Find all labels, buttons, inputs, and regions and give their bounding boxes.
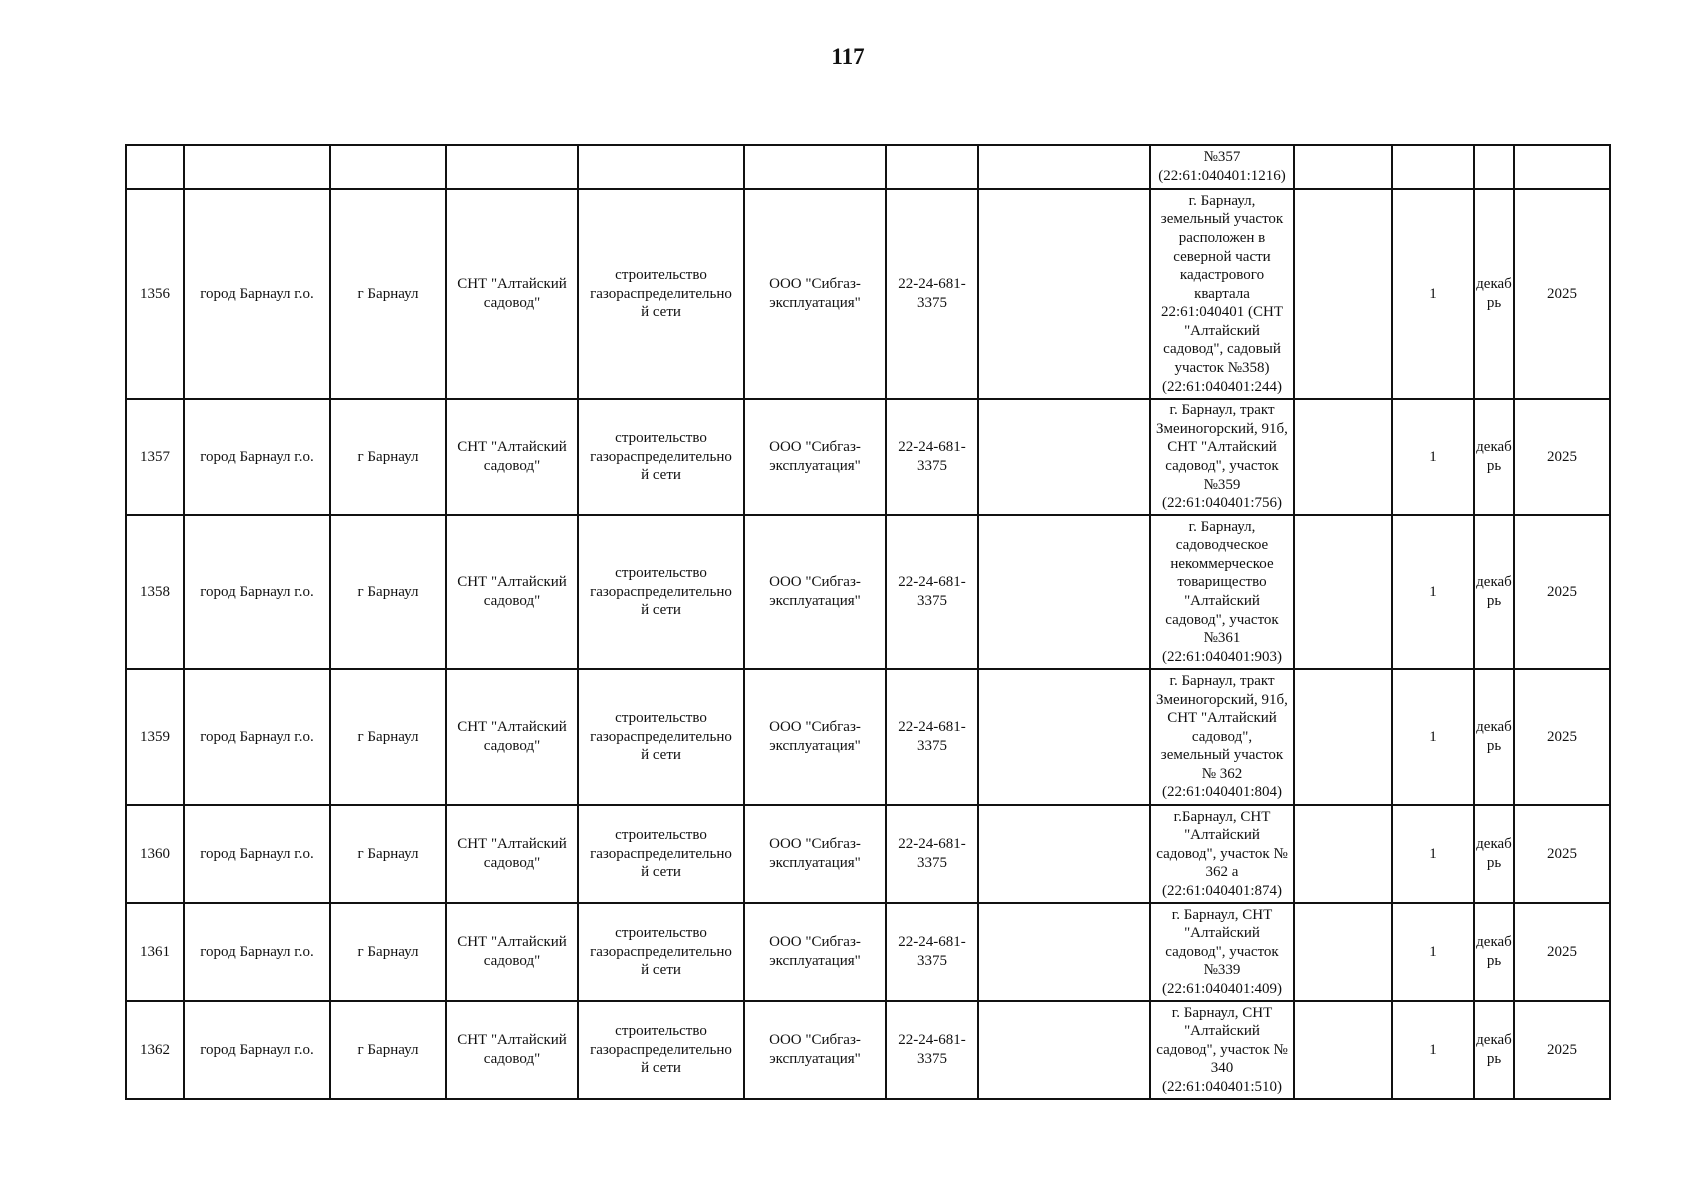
table-row — [126, 399, 1610, 515]
cell-year — [1514, 145, 1610, 189]
cell-org: ООО "Сибгаз- эксплуатация" — [744, 903, 886, 1001]
cell-district: город Барнаул г.о. — [184, 515, 330, 669]
cell-code: 22-24-681- 3375 — [886, 515, 978, 669]
cell-empty — [978, 1001, 1150, 1099]
cell-object — [446, 145, 578, 189]
page-number: 117 — [831, 44, 865, 69]
cell-month: декабрь — [1474, 1001, 1514, 1099]
table-row — [126, 145, 1610, 189]
cell-work: строительство газораспределительно й сети — [578, 903, 744, 1001]
cell-address: г. Барнаул, СНТ "Алтайский садовод", участок №339 (22:61:040401:409) — [1150, 903, 1294, 1001]
cell-org — [744, 145, 886, 189]
cell-org: ООО "Сибгаз- эксплуатация" — [744, 1001, 886, 1099]
cell-month: декабрь — [1474, 189, 1514, 399]
cell-empty — [1294, 1001, 1392, 1099]
cell-locality — [330, 145, 446, 189]
cell-empty — [1294, 669, 1392, 805]
cell-empty — [1294, 903, 1392, 1001]
table-row — [126, 903, 1610, 1001]
cell-year: 2025 — [1514, 515, 1610, 669]
cell-month: декабрь — [1474, 669, 1514, 805]
cell-empty — [1294, 805, 1392, 903]
cell-year: 2025 — [1514, 399, 1610, 515]
cell-district — [184, 145, 330, 189]
cell-num: 1362 — [126, 1001, 184, 1099]
cell-empty — [978, 669, 1150, 805]
table-row — [126, 805, 1610, 903]
cell-num: 1359 — [126, 669, 184, 805]
cell-org: ООО "Сибгаз- эксплуатация" — [744, 399, 886, 515]
cell-empty — [978, 145, 1150, 189]
table-row — [126, 669, 1610, 805]
cell-locality: г Барнаул — [330, 399, 446, 515]
cell-work: строительство газораспределительно й сети — [578, 805, 744, 903]
cell-org: ООО "Сибгаз- эксплуатация" — [744, 669, 886, 805]
cell-locality: г Барнаул — [330, 669, 446, 805]
cell-qty: 1 — [1392, 189, 1474, 399]
cell-qty: 1 — [1392, 1001, 1474, 1099]
cell-locality: г Барнаул — [330, 189, 446, 399]
cell-year: 2025 — [1514, 189, 1610, 399]
cell-object: СНТ "Алтайский садовод" — [446, 189, 578, 399]
cell-district: город Барнаул г.о. — [184, 805, 330, 903]
cell-address: №357 (22:61:040401:1216) — [1150, 145, 1294, 189]
cell-num: 1360 — [126, 805, 184, 903]
cell-locality: г Барнаул — [330, 903, 446, 1001]
cell-object: СНТ "Алтайский садовод" — [446, 1001, 578, 1099]
cell-num: 1356 — [126, 189, 184, 399]
cell-code: 22-24-681- 3375 — [886, 1001, 978, 1099]
cell-month — [1474, 145, 1514, 189]
cell-year: 2025 — [1514, 669, 1610, 805]
cell-district: город Барнаул г.о. — [184, 903, 330, 1001]
table-row — [126, 189, 1610, 399]
cell-work: строительство газораспределительно й сети — [578, 399, 744, 515]
cell-num: 1357 — [126, 399, 184, 515]
cell-code: 22-24-681- 3375 — [886, 189, 978, 399]
cell-district: город Барнаул г.о. — [184, 669, 330, 805]
cell-num — [126, 145, 184, 189]
cell-code: 22-24-681- 3375 — [886, 669, 978, 805]
cell-district: город Барнаул г.о. — [184, 189, 330, 399]
cell-object: СНТ "Алтайский садовод" — [446, 903, 578, 1001]
cell-object: СНТ "Алтайский садовод" — [446, 669, 578, 805]
cell-year: 2025 — [1514, 1001, 1610, 1099]
cell-empty — [978, 399, 1150, 515]
cell-month: декабрь — [1474, 903, 1514, 1001]
cell-org: ООО "Сибгаз- эксплуатация" — [744, 805, 886, 903]
cell-qty: 1 — [1392, 669, 1474, 805]
cell-month: декабрь — [1474, 399, 1514, 515]
cell-code: 22-24-681- 3375 — [886, 903, 978, 1001]
cell-address: г. Барнаул, СНТ "Алтайский садовод", участок № 340 (22:61:040401:510) — [1150, 1001, 1294, 1099]
cell-address: г. Барнаул, земельный участок расположен в северной части кадастрового квартала 22:61:040401 (СНТ "Алтайский садовод", садовый участок №358) (22:61:040401:244) — [1150, 189, 1294, 399]
cell-num: 1361 — [126, 903, 184, 1001]
cell-month: декабрь — [1474, 515, 1514, 669]
cell-qty: 1 — [1392, 399, 1474, 515]
cell-code — [886, 145, 978, 189]
cell-year: 2025 — [1514, 903, 1610, 1001]
cell-code: 22-24-681- 3375 — [886, 805, 978, 903]
cell-code: 22-24-681- 3375 — [886, 399, 978, 515]
cell-empty — [978, 189, 1150, 399]
cell-address: г. Барнаул, тракт Змеиногорский, 91б, СНТ "Алтайский садовод", земельный участок № 362 (22:61:040401:804) — [1150, 669, 1294, 805]
cell-qty: 1 — [1392, 515, 1474, 669]
cell-work: строительство газораспределительно й сети — [578, 1001, 744, 1099]
cell-address: г. Барнаул, садоводческое некоммерческое товарищество "Алтайский садовод", участок №361 (22:61:040401:903) — [1150, 515, 1294, 669]
cell-district: город Барнаул г.о. — [184, 399, 330, 515]
cell-empty — [1294, 515, 1392, 669]
cell-address: г.Барнаул, СНТ "Алтайский садовод", участок № 362 а (22:61:040401:874) — [1150, 805, 1294, 903]
cell-work — [578, 145, 744, 189]
cell-object: СНТ "Алтайский садовод" — [446, 399, 578, 515]
cell-qty: 1 — [1392, 903, 1474, 1001]
cell-locality: г Барнаул — [330, 1001, 446, 1099]
cell-month: декабрь — [1474, 805, 1514, 903]
register-table — [125, 144, 1611, 1100]
cell-qty — [1392, 145, 1474, 189]
cell-work: строительство газораспределительно й сети — [578, 189, 744, 399]
cell-work: строительство газораспределительно й сети — [578, 515, 744, 669]
cell-address: г. Барнаул, тракт Змеиногорский, 91б, СНТ "Алтайский садовод", участок №359 (22:61:040401:756) — [1150, 399, 1294, 515]
cell-org: ООО "Сибгаз- эксплуатация" — [744, 189, 886, 399]
cell-object: СНТ "Алтайский садовод" — [446, 515, 578, 669]
cell-qty: 1 — [1392, 805, 1474, 903]
cell-org: ООО "Сибгаз- эксплуатация" — [744, 515, 886, 669]
cell-locality: г Барнаул — [330, 515, 446, 669]
cell-object: СНТ "Алтайский садовод" — [446, 805, 578, 903]
cell-empty — [978, 515, 1150, 669]
cell-district: город Барнаул г.о. — [184, 1001, 330, 1099]
cell-empty — [978, 903, 1150, 1001]
cell-locality: г Барнаул — [330, 805, 446, 903]
cell-empty — [1294, 145, 1392, 189]
cell-empty — [1294, 189, 1392, 399]
cell-work: строительство газораспределительно й сети — [578, 669, 744, 805]
cell-empty — [1294, 399, 1392, 515]
cell-empty — [978, 805, 1150, 903]
cell-num: 1358 — [126, 515, 184, 669]
cell-year: 2025 — [1514, 805, 1610, 903]
table-row — [126, 515, 1610, 669]
table-row — [126, 1001, 1610, 1099]
